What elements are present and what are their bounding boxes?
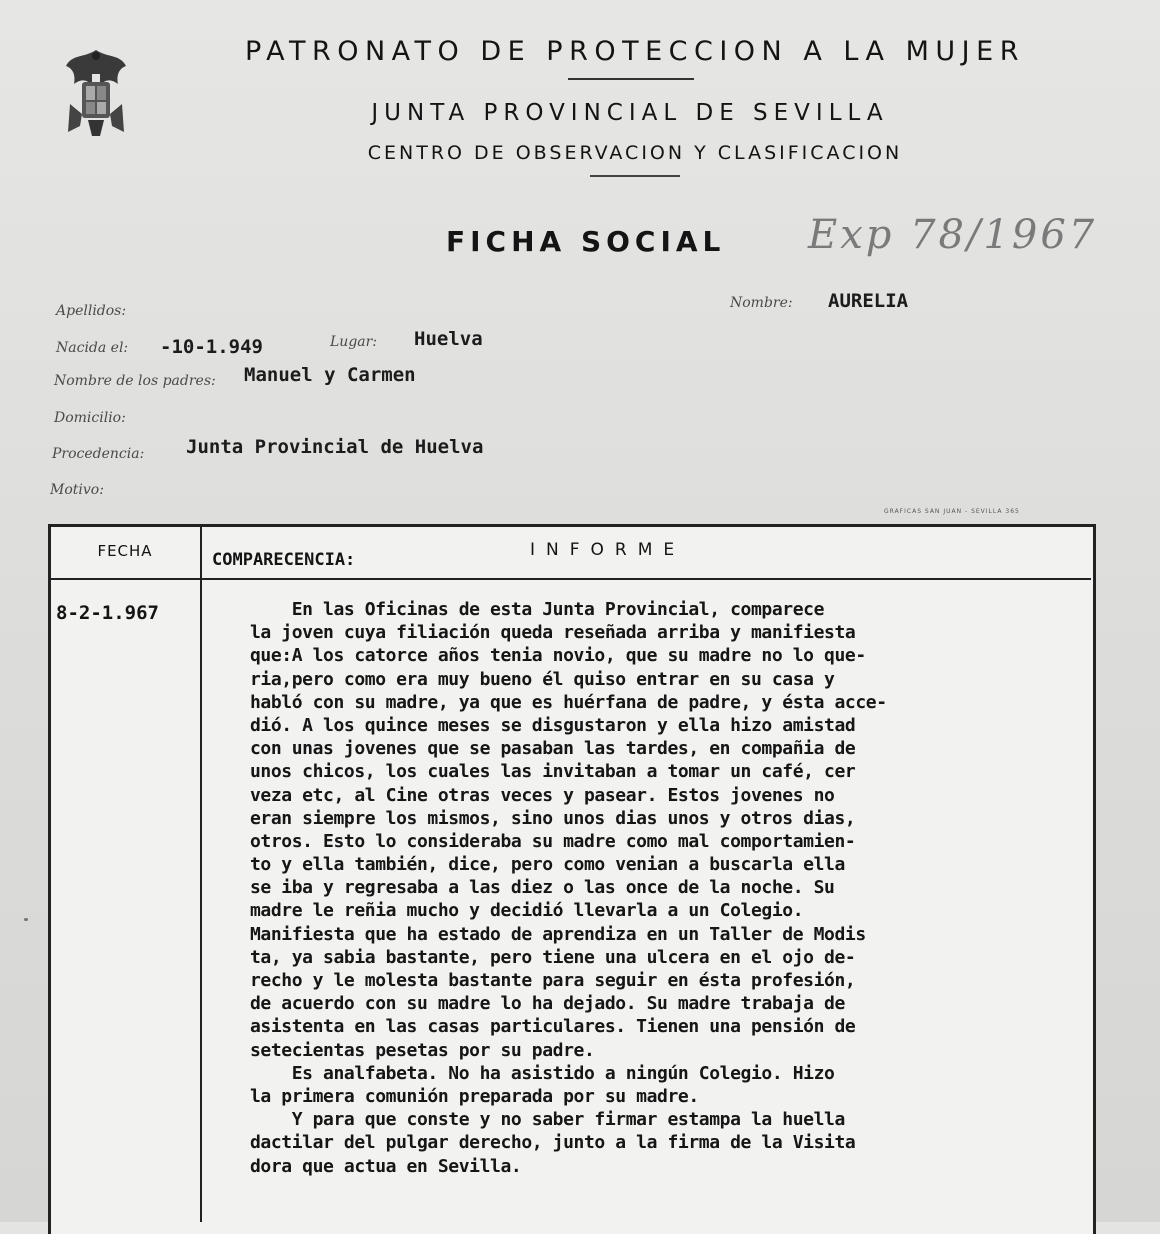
report-line: la primera comunión preparada por su madre. bbox=[250, 1085, 699, 1107]
value-lugar: Huelva bbox=[414, 328, 483, 350]
report-line: la joven cuya filiación queda reseñada arriba y manifiesta bbox=[250, 622, 856, 644]
handwritten-reference: Exp 78/1967 bbox=[808, 212, 1098, 258]
printer-imprint: GRAFICAS SAN JUAN - SEVILLA 365 bbox=[884, 508, 1020, 515]
label-lugar: Lugar: bbox=[330, 334, 378, 350]
label-nacida: Nacida el: bbox=[56, 340, 129, 356]
report-line: unos chicos, los cuales las invitaban a tomar un café, cer bbox=[250, 761, 856, 783]
header-rule bbox=[568, 78, 694, 80]
label-padres: Nombre de los padres: bbox=[54, 373, 216, 389]
column-divider bbox=[200, 526, 202, 1222]
report-line: dió. A los quince meses se disgustaron y ella hizo amistad bbox=[250, 714, 856, 736]
report-line: dora que actua en Sevilla. bbox=[250, 1155, 522, 1177]
label-nombre: Nombre: bbox=[730, 295, 793, 311]
report-line: habló con su madre, ya que es huérfana de padre, y ésta acce- bbox=[250, 691, 887, 713]
column-header-informe: INFORME bbox=[530, 540, 686, 560]
report-line: que:A los catorce años tenia novio, que su madre no lo que- bbox=[250, 645, 866, 667]
report-line: En las Oficinas de esta Junta Provincial, comparece bbox=[250, 599, 825, 620]
value-nacida: -10-1.949 bbox=[160, 336, 263, 358]
paper-mark bbox=[24, 918, 28, 921]
column-header-fecha: FECHA bbox=[97, 542, 153, 560]
coat-of-arms-icon bbox=[62, 44, 130, 138]
value-padres: Manuel y Carmen bbox=[244, 364, 416, 386]
report-line: to y ella también, dice, pero como venian a buscarla ella bbox=[250, 854, 845, 876]
header-rule-2 bbox=[590, 175, 680, 177]
report-line: asistenta en las casas particulares. Tienen una pensión de bbox=[250, 1016, 856, 1038]
report-line: con unas jovenes que se pasaban las tardes, en compañia de bbox=[250, 738, 856, 760]
report-text bbox=[250, 598, 1100, 1178]
report-line: recho y le molesta bastante para seguir en ésta profesión, bbox=[250, 970, 856, 991]
label-procedencia: Procedencia: bbox=[52, 446, 145, 462]
report-line: Y para que conste y no saber firmar estampa la huella bbox=[250, 1109, 845, 1131]
centro-name: CENTRO DE OBSERVACION Y CLASIFICACION bbox=[367, 142, 903, 164]
report-line: setecientas pesetas por su padre. bbox=[250, 1039, 595, 1061]
report-line: se iba y regresaba a las diez o las once de la noche. Su bbox=[250, 877, 835, 899]
comparecencia-label: COMPARECENCIA: bbox=[212, 550, 356, 570]
report-line: otros. Esto lo consideraba su madre como mal comportamien- bbox=[250, 830, 856, 852]
report-date: 8-2-1.967 bbox=[56, 602, 159, 624]
report-line: ria,pero como era muy bueno él quiso entrar en su casa y bbox=[250, 668, 835, 690]
report-line: ta, ya sabia bastante, pero tiene una ulcera en el ojo de- bbox=[250, 946, 856, 968]
report-line: veza etc, al Cine otras veces y pasear. Estos jovenes no bbox=[250, 784, 835, 806]
label-motivo: Motivo: bbox=[50, 482, 104, 498]
report-line: madre le reñia mucho y decidió llevarla a un Colegio. bbox=[250, 900, 804, 922]
table-header-rule bbox=[48, 578, 1091, 580]
label-apellidos: Apellidos: bbox=[56, 303, 127, 319]
report-line: dactilar del pulgar derecho, junto a la firma de la Visita bbox=[250, 1132, 856, 1154]
report-line: Manifiesta que ha estado de aprendiza en un Taller de Modis bbox=[250, 923, 866, 945]
report-line: eran siempre los mismos, sino unos dias unos y otros dias, bbox=[250, 807, 856, 829]
org-name: PATRONATO DE PROTECCION A LA MUJER bbox=[245, 36, 1025, 67]
value-nombre: AURELIA bbox=[828, 290, 909, 312]
label-domicilio: Domicilio: bbox=[54, 410, 126, 426]
form-title: FICHA SOCIAL bbox=[446, 225, 726, 258]
report-line: de acuerdo con su madre lo ha dejado. Su madre trabaja de bbox=[250, 993, 845, 1015]
value-procedencia: Junta Provincial de Huelva bbox=[186, 436, 484, 458]
report-line: Es analfabeta. No ha asistido a ningún Colegio. Hizo bbox=[250, 1062, 835, 1084]
junta-name: JUNTA PROVINCIAL DE SEVILLA bbox=[371, 100, 889, 126]
